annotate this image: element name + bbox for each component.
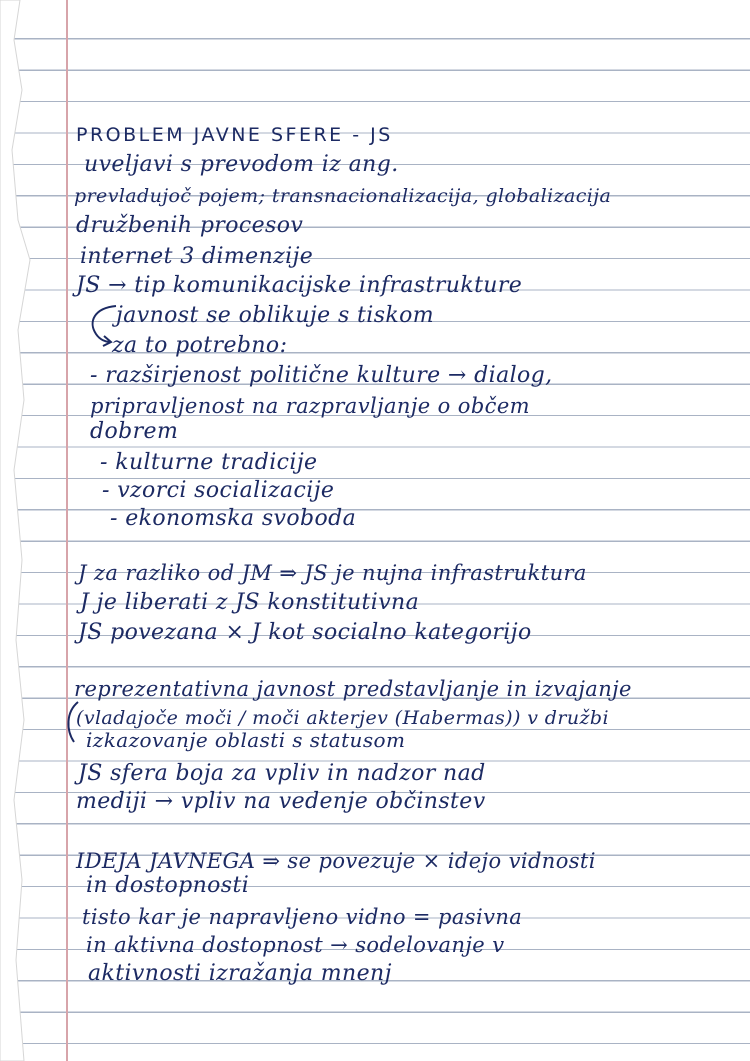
note-line: J je liberati z JS konstitutivna [80, 590, 420, 615]
note-line: javnost se oblikuje s tiskom [116, 303, 435, 328]
note-line: - razširjenost politične kulture → dialog, [90, 363, 553, 388]
note-line: družbenih procesov [76, 213, 304, 238]
note-line: (vladajoče moči / moči akterjev (Habermas)) v družbi [76, 707, 609, 729]
note-line: in dostopnosti [86, 873, 250, 898]
note-line: internet 3 dimenzije [80, 244, 314, 269]
note-line: - ekonomska svoboda [110, 506, 357, 531]
note-line: - kulturne tradicije [100, 450, 318, 475]
notes-title: PROBLEM JAVNE SFERE - JS [76, 124, 393, 146]
note-line: prevladujoč pojem; transnacionalizacija, globalizacija [74, 185, 612, 207]
note-line: JS povezana × J kot socialno kategorijo [78, 620, 532, 645]
note-line: - vzorci socializacije [102, 478, 335, 503]
note-line: in aktivna dostopnost → sodelovanje v [86, 933, 505, 957]
note-line: IDEJA JAVNEGA ⇒ se povezuje × idejo vidnosti [76, 849, 596, 873]
handwritten-notes [72, 0, 750, 1061]
note-line: za to potrebno: [112, 333, 288, 358]
note-line: izkazovanje oblasti s statusom [86, 728, 406, 752]
margin-line [66, 0, 68, 1061]
note-line: tisto kar je napravljeno vidno = pasivna [82, 905, 523, 929]
note-line: dobrem [90, 419, 179, 444]
torn-edge [0, 0, 46, 1061]
note-line: uveljavi s prevodom iz ang. [84, 152, 399, 177]
note-line: aktivnosti izražanja mnenj [88, 961, 392, 986]
note-line: JS → tip komunikacijske infrastrukture [76, 273, 523, 298]
note-line: J za razliko od JM ⇒ JS je nujna infrastruktura [78, 561, 587, 585]
note-line: mediji → vpliv na vedenje občinstev [76, 789, 486, 814]
note-line: JS sfera boja za vpliv in nadzor nad [78, 761, 486, 786]
note-line: reprezentativna javnost predstavljanje in izvajanje [74, 677, 632, 701]
note-line: pripravljenost na razpravljanje o občem [90, 394, 530, 418]
